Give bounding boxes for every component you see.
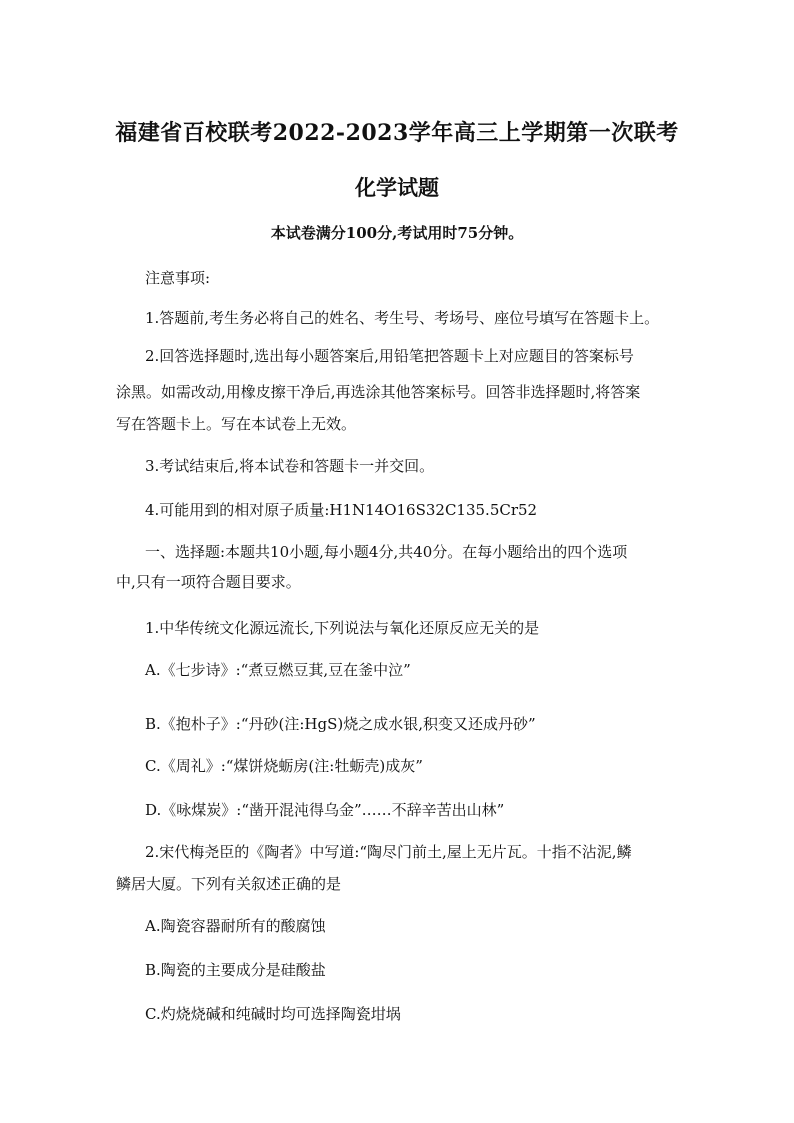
q1-stem: 1.中华传统文化源远流长,下列说法与氧化还原反应无关的是 — [145, 619, 540, 637]
note-item-1: 1.答题前,考生务必将自己的姓名、考生号、考场号、座位号填写在答题卡上。 — [145, 309, 660, 327]
q2-option-b: B.陶瓷的主要成分是硅酸盐 — [145, 961, 326, 979]
q1-option-b: B.《抱朴子》:“丹砂(注:HgS)烧之成水银,积变又还成丹砂” — [145, 715, 536, 733]
q2-option-a: A.陶瓷容器耐所有的酸腐蚀 — [145, 917, 326, 935]
note-item-4: 4.可能用到的相对原子质量:H1N14O16S32C135.5Cr52 — [145, 501, 538, 519]
q1-option-d: D.《咏煤炭》:“凿开混沌得乌金”……不辞辛苦出山林” — [145, 801, 505, 819]
note-item-2-line-3: 写在答题卡上。写在本试卷上无效。 — [116, 415, 357, 433]
q1-option-a: A.《七步诗》:“煮豆燃豆萁,豆在釜中泣” — [145, 661, 411, 679]
score-note: 本试卷满分100分,考试用时75分钟。 — [270, 224, 524, 242]
note-item-2-line-2: 涂黑。如需改动,用橡皮擦干净后,再选涂其他答案标号。回答非选择题时,将答案 — [116, 383, 641, 401]
page-title: 福建省百校联考2022-2023学年高三上学期第一次联考 — [115, 120, 679, 146]
q2-option-c: C.灼烧烧碱和纯碱时均可选择陶瓷坩埚 — [145, 1005, 401, 1023]
note-item-3: 3.考试结束后,将本试卷和答题卡一并交回。 — [145, 457, 435, 475]
section-intro-line-1: 一、选择题:本题共10小题,每小题4分,共40分。在每小题给出的四个选项 — [145, 543, 628, 561]
section-intro-line-2: 中,只有一项符合题目要求。 — [116, 573, 301, 591]
q2-stem-line-2: 鳞居大厦。下列有关叙述正确的是 — [116, 875, 342, 893]
notes-heading: 注意事项: — [145, 269, 211, 287]
q1-option-c: C.《周礼》:“煤饼烧蛎房(注:牡蛎壳)成灰” — [145, 757, 423, 775]
page-subtitle: 化学试题 — [355, 175, 439, 200]
q2-stem-line-1: 2.宋代梅尧臣的《陶者》中写道:“陶尽门前土,屋上无片瓦。十指不沾泥,鳞 — [145, 843, 632, 861]
note-item-2-line-1: 2.回答选择题时,选出每小题答案后,用铅笔把答题卡上对应题目的答案标号 — [145, 347, 634, 365]
